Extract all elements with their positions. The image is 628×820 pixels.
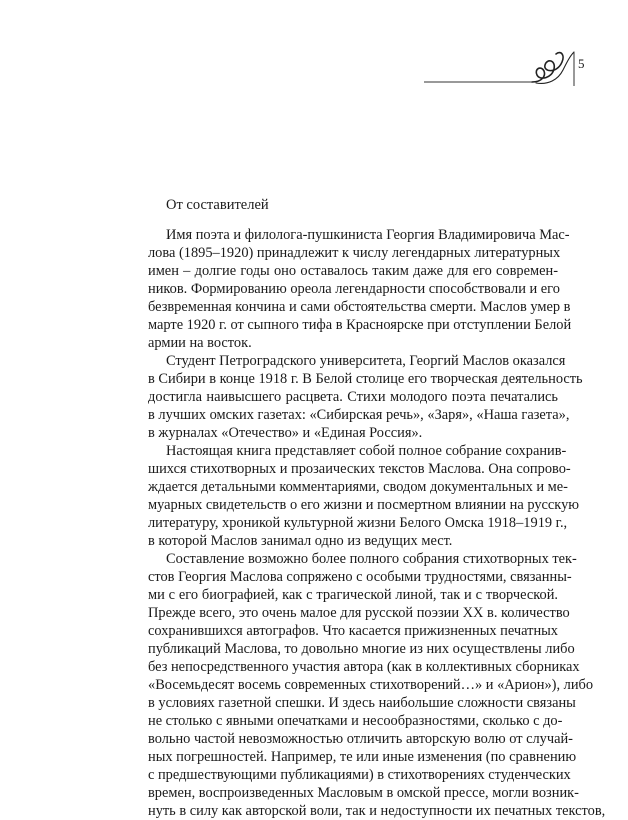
text-line: муарных свидетельств о его жизни и посмертном влиянии на русскую [148, 497, 580, 513]
text-line: без непосредственного участия автора (как в коллективных сборниках [148, 659, 580, 675]
text-line: литературу, хроникой культурной жизни Белого Омска 1918–1919 г., [148, 515, 568, 531]
text-line: ми с его биографией, как с трагической линой, так и с творческой. [148, 587, 558, 603]
text-line: Настоящая книга представляет собой полное собрание сохранив- [166, 443, 567, 459]
text-line: шихся стихотворных и прозаических текстов Маслова. Она сопрово- [148, 461, 571, 477]
text-line: Прежде всего, это очень малое для русской поэзии XX в. количество [148, 605, 570, 621]
paragraph [148, 550, 606, 820]
text-line: Имя поэта и филолога-пушкиниста Георгия Владимировича Мас- [166, 227, 570, 243]
text-line: в которой Маслов занимал одно из ведущих мест. [148, 533, 453, 549]
text-line: армии на восток. [148, 335, 252, 351]
text-line: Студент Петроградского университета, Георгий Маслов оказался [166, 353, 566, 369]
section-title: От составителей [166, 197, 269, 213]
paragraph [148, 352, 583, 442]
paragraph [148, 226, 572, 352]
decorative-flourish-ornament [424, 42, 584, 92]
text-line: достигла наивысшего расцвета. Стихи молодого поэта печатались [148, 389, 558, 405]
text-line: «Восемьдесят восемь современных стихотворений…» и «Арион»), либо [148, 677, 594, 693]
text-line: стов Георгия Маслова сопряжено с особыми трудностями, связанны- [148, 569, 572, 585]
text-line: безвременная кончина и сами обстоятельства смерти. Маслов умер в [148, 299, 571, 315]
text-line: не столько с явными опечатками и несообразностями, сколько с до- [148, 713, 563, 729]
text-line: марте 1920 г. от сыпного тифа в Красноярске при отступлении Белой [148, 317, 572, 333]
text-line: имен – долгие годы оно оставалось таким даже для его современ- [148, 263, 558, 279]
text-line: в условиях газетной спешки. И здесь наибольшие сложности связаны [148, 695, 576, 711]
text-line: вольно частой невозможностью отличить авторскую волю от случай- [148, 731, 573, 747]
paragraph [148, 442, 580, 550]
text-line: в лучших омских газетах: «Сибирская речь», «Заря», «Наша газета», [148, 407, 570, 423]
text-line: Составление возможно более полного собрания стихотворных тек- [166, 551, 577, 567]
text-line: лова (1895–1920) принадлежит к числу легендарных литературных [148, 245, 561, 261]
text-line: сохранившихся автографов. Что касается прижизненных печатных [148, 623, 559, 639]
text-line: с предшествующими публикациями) в стихотворениях студенческих [148, 767, 571, 783]
text-line: публикаций Маслова, то довольно многие из них осуществлены либо [148, 641, 575, 657]
text-line: нуть в силу как авторской воли, так и недоступности их печатных текстов, [148, 803, 606, 819]
text-line: ников. Формированию ореола легендарности способствовали и его [148, 281, 560, 297]
text-line: в журналах «Отечество» и «Единая Россия». [148, 425, 423, 441]
text-line: времен, воспроизведенных Масловым в омской прессе, могли возник- [148, 785, 579, 801]
page-number: 5 [578, 56, 585, 71]
text-line: ждается детальными комментариями, сводом документальных и ме- [148, 479, 568, 495]
body-text [148, 226, 606, 820]
text-line: ных погрешностей. Например, те или иные изменения (по сравнению [148, 749, 577, 765]
text-line: в Сибири в конце 1918 г. В Белой столице его творческая деятельность [148, 371, 583, 387]
